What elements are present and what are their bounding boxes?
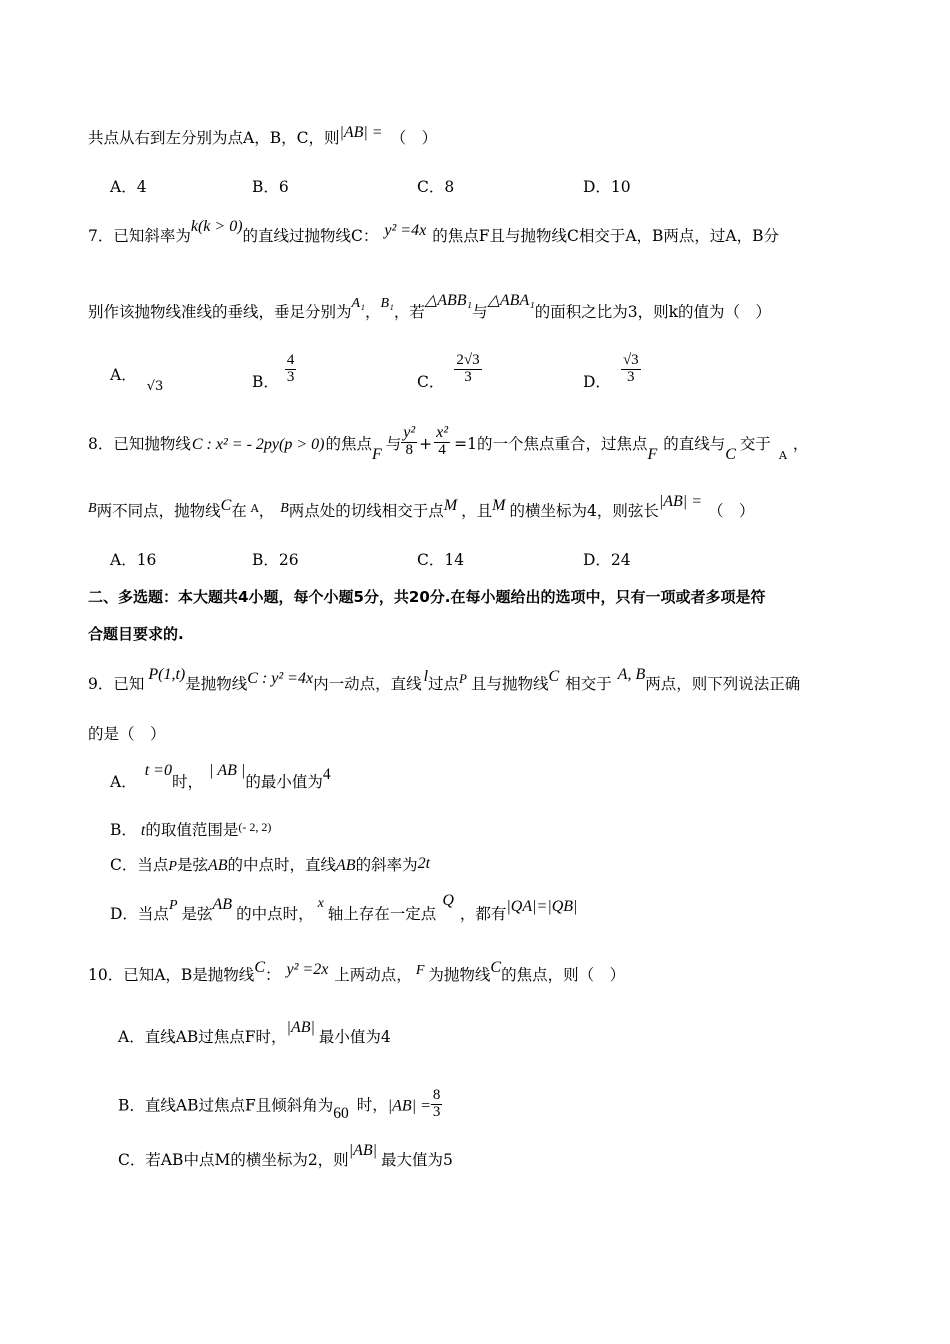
- q8-text-12: ，且: [461, 502, 493, 520]
- section-2-heading-line2: 合题目要求的.: [88, 625, 184, 643]
- q8-text-4: 的一个焦点重合，过焦点: [476, 434, 648, 453]
- q6-paren: （ ）: [390, 129, 438, 147]
- q9-line1: [88, 666, 801, 693]
- q7-text-4: 别作该抛物线准线的垂线，垂足分别为: [88, 303, 352, 321]
- q10-option-b-angle: 60: [333, 1105, 349, 1123]
- q8-text-3: 与: [385, 434, 402, 453]
- q10-option-c: [118, 1142, 453, 1169]
- q8-option-c: C．14: [417, 551, 465, 569]
- q9-option-d-p: P: [168, 898, 178, 913]
- q9-option-c-p: P: [168, 859, 177, 874]
- q8-focus-f2: F: [647, 445, 658, 463]
- q9-text-7: 两点，则下列说法正确: [645, 675, 801, 693]
- q9-option-d-eq: |QA|=|QB|: [506, 898, 578, 915]
- q8-curve-c: C: [725, 445, 736, 463]
- q7-point-a1: A₁: [351, 296, 365, 311]
- q7-option-a: [110, 366, 164, 394]
- q7-text-1: 7．已知斜率为: [88, 227, 191, 245]
- q9-point-p: P(1,t): [148, 666, 186, 683]
- q9-option-a-value: 4: [322, 766, 331, 783]
- q8-point-a: A: [778, 448, 787, 462]
- q8-text-9: 在: [231, 502, 247, 520]
- q9-option-d-text-2: 是弦: [181, 905, 213, 923]
- q8-ellipse-num1: y²: [403, 424, 416, 441]
- q9-option-c-text-1: C．当点: [110, 856, 169, 874]
- q7-option-d-den: 3: [627, 368, 635, 385]
- q8-text-7: ，: [792, 434, 809, 453]
- q8-text-11: 两点处的切线相交于点: [288, 502, 444, 520]
- q8-line1: [88, 424, 809, 463]
- q8-parabola-eq: C : x² = - 2py(p > 0): [191, 435, 325, 453]
- q9-option-c-text-3: 的中点时，直线: [227, 856, 337, 874]
- q8-point-a2: A: [250, 502, 259, 515]
- q7-option-c-label: C．: [417, 373, 445, 392]
- q6-stem-tail: [88, 124, 438, 147]
- q9-option-d-ab: AB: [212, 896, 233, 913]
- q10-option-c-abs: |AB|: [348, 1142, 378, 1159]
- q9-option-a-text-1: 时，: [171, 773, 203, 791]
- q10-option-b-den: 3: [432, 1103, 441, 1120]
- q8-option-b: B．26: [252, 551, 299, 569]
- q8-text-8: 两不同点，抛物线: [96, 502, 221, 520]
- q9-line2: 的是（ ）: [88, 725, 166, 743]
- q9-option-d: [110, 892, 578, 923]
- q9-option-a-abs: | AB |: [208, 762, 246, 779]
- q10-text-1: 10．已知A，B是抛物线: [88, 966, 255, 984]
- q8-abs-ab: |AB| =: [658, 493, 702, 510]
- q10-text-2: ：: [264, 966, 281, 984]
- q9-curve-c: C: [548, 668, 560, 685]
- q7-option-c-num: 2√3: [456, 352, 480, 368]
- section-2-heading-line1: 二、多选题：本大题共4小题，每个小题5分，共20分.在每小题给出的选项中，只有一项或者多项是符: [88, 588, 766, 606]
- q9-text-2: 是抛物线: [185, 675, 248, 693]
- q9-option-d-text-1: D．当点: [110, 905, 169, 923]
- q8-text-10: ，: [258, 502, 275, 520]
- q10-option-b-text-2: 时，: [356, 1096, 388, 1115]
- q10-text-3: 上两动点，: [334, 966, 412, 984]
- q9-text-6: 相交于: [565, 675, 612, 693]
- q7-option-a-label: A．: [110, 366, 137, 384]
- q8-ellipse-den1: 8: [405, 441, 413, 458]
- q10-option-a-text-2: 最小值为4: [318, 1028, 391, 1046]
- q9-option-a-text-2: 的最小值为: [245, 773, 323, 791]
- q7-text-2: 的直线过抛物线C：: [242, 227, 379, 245]
- q6-option-c: C．8: [417, 178, 455, 196]
- q6-option-d: D．10: [583, 178, 631, 196]
- q10-text-4: 为抛物线: [428, 966, 491, 984]
- q9-text-1: 9．已知: [88, 675, 145, 693]
- q7-text-5: ，若: [393, 303, 425, 321]
- q8-point-m2: M: [492, 497, 506, 514]
- q8-plus: +: [419, 434, 433, 453]
- q10-option-a-abs: |AB|: [286, 1019, 315, 1036]
- q9-option-c-text-2: 是弦: [176, 856, 208, 874]
- q8-paren: （ ）: [708, 502, 755, 520]
- q10-option-b: [118, 1087, 442, 1123]
- q6-option-a: A．4: [110, 178, 147, 196]
- q7-line1: [88, 218, 779, 245]
- q8-text-1: 8．已知抛物线: [88, 434, 191, 453]
- q6-option-b: B．6: [252, 178, 289, 196]
- q10-option-c-text-1: C．若AB中点M的横坐标为2，则: [118, 1151, 349, 1169]
- q7-option-d: [583, 352, 641, 392]
- q8-eq1: =1: [454, 434, 477, 453]
- q7-line2: [88, 292, 772, 321]
- q9-text-3: 内一动点，直线: [313, 675, 422, 693]
- q7-option-c-den: 3: [464, 368, 472, 385]
- q9-option-d-x: x: [317, 896, 324, 911]
- q8-ellipse-den2: 4: [438, 441, 446, 458]
- q9-option-d-text-5: ，都有: [459, 905, 507, 923]
- q10-curve-c2: C: [490, 959, 502, 976]
- q7-text-6: 与: [472, 303, 488, 321]
- q8-line2: [88, 493, 755, 520]
- q9-option-c-ab2: AB: [336, 857, 356, 874]
- q8-focus-f: F: [371, 445, 382, 463]
- q9-option-d-q: Q: [442, 892, 454, 909]
- q7-slope-k: k(k > 0): [190, 218, 243, 235]
- q8-text-5: 的直线与: [663, 434, 726, 453]
- q8-option-a: A．16: [110, 551, 157, 569]
- q7-option-b-den: 3: [286, 368, 295, 385]
- q10-option-a-text-1: A．直线AB过焦点F时，: [118, 1028, 287, 1046]
- q8-text-6: 交于: [739, 434, 771, 453]
- q7-triangle-aba1: △ABA₁: [487, 292, 535, 309]
- q7-option-b-label: B．: [252, 373, 279, 392]
- q9-parabola-eq: C : y² =4x: [247, 670, 314, 687]
- q8-point-b2: B: [280, 501, 289, 516]
- q9-option-d-text-3: 的中点时，: [236, 905, 314, 923]
- q9-option-a: [110, 762, 331, 791]
- q8-option-d: D．24: [583, 551, 631, 569]
- q10-option-b-text-1: B．直线AB过焦点F且倾斜角为: [118, 1096, 334, 1115]
- q8-point-b: B: [88, 501, 97, 516]
- q8-curve-c2: C: [220, 497, 232, 514]
- q9-text-5: 且与抛物线: [471, 675, 549, 693]
- q6-abs-ab: |AB| =: [339, 124, 383, 141]
- q9-option-c: [110, 855, 431, 874]
- q10-option-c-text-2: 最大值为5: [381, 1151, 453, 1169]
- q10-option-a: [118, 1019, 391, 1046]
- q7-text-7: 的面积之比为3，则k的值为（ ）: [534, 303, 772, 321]
- q7-option-b: [252, 352, 296, 392]
- q9-option-d-text-4: 轴上存在一定点: [327, 905, 437, 923]
- q10-line1: [88, 959, 626, 984]
- q10-text-5: 的焦点，则（ ）: [501, 966, 626, 984]
- q9-option-b-t: t: [140, 822, 146, 839]
- q9-option-b-text: 的取值范围是: [145, 821, 239, 839]
- q9-option-c-ab: AB: [207, 857, 228, 874]
- q9-option-b-label: B．: [110, 821, 137, 839]
- q9-option-b: [110, 820, 272, 839]
- q7-option-d-label: D．: [583, 373, 611, 392]
- q9-text-4: 过点: [428, 675, 460, 693]
- q10-option-b-num: 8: [432, 1087, 441, 1103]
- q9-option-c-text-4: 的斜率为: [355, 856, 418, 874]
- q10-curve-c: C: [254, 959, 265, 976]
- q7-text-3: 的焦点F且与抛物线C相交于A，B两点，过A，B分: [432, 227, 779, 245]
- q8-text-13: 的横坐标为4，则弦长: [509, 502, 659, 520]
- q9-points-ab: A, B: [617, 666, 646, 683]
- q9-line-l: l: [423, 668, 429, 685]
- q7-option-b-num: 4: [286, 352, 295, 368]
- q7-option-d-num: √3: [622, 352, 639, 368]
- q8-text-2: 的焦点: [325, 434, 372, 453]
- q7-triangle-abb1: △ABB₁: [424, 292, 473, 309]
- q6-text: 共点从右到左分别为点A，B，C，则: [88, 129, 340, 147]
- q10-option-b-abs: |AB| =: [387, 1097, 431, 1115]
- q8-ellipse-num2: x²: [436, 424, 449, 441]
- q7-option-a-value: √3: [146, 379, 164, 394]
- q9-option-c-slope: 2t: [417, 855, 431, 872]
- q9-option-b-range: (- 2, 2): [238, 820, 272, 834]
- q7-parabola-eq: y² =4x: [384, 222, 427, 239]
- q8-point-m: M: [443, 497, 458, 514]
- q9-option-a-label: A．: [110, 773, 137, 791]
- q7-point-b1: B₁: [380, 296, 394, 311]
- q9-option-a-t: t =0: [144, 762, 172, 779]
- q10-parabola-eq: y² =2x: [286, 961, 329, 978]
- q9-point-p2: P: [459, 671, 467, 686]
- q7-sep: ，: [364, 303, 381, 321]
- q7-option-c: [417, 352, 482, 392]
- q10-focus-f: F: [415, 963, 425, 978]
